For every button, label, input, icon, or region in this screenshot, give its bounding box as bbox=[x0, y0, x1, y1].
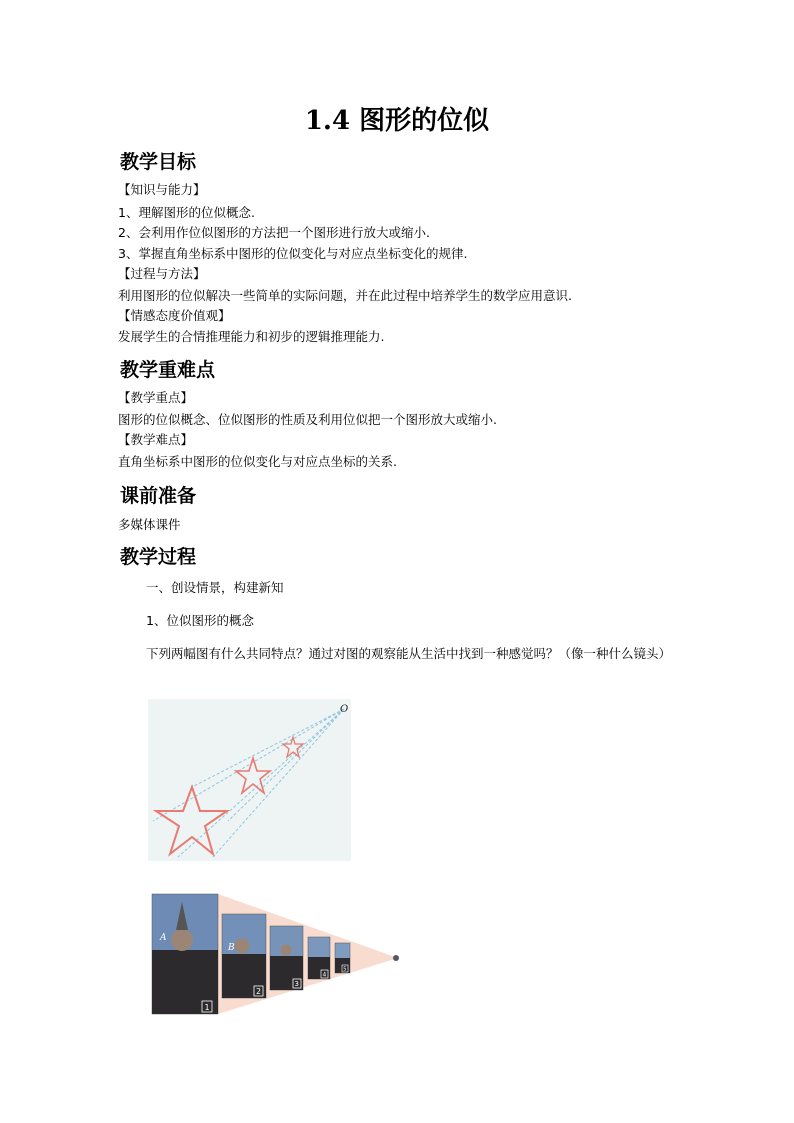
goal-item-1: 1、理解图形的位似概念. bbox=[118, 205, 255, 220]
subheading-difficulty: 【教学难点】 bbox=[118, 432, 194, 447]
number-1: 1 bbox=[204, 1003, 210, 1012]
picture-4 bbox=[308, 937, 330, 979]
attitude-text: 发展学生的合情推理能力和初步的逻辑推理能力. bbox=[118, 329, 385, 344]
number-2: 2 bbox=[256, 987, 262, 996]
stars-diagram bbox=[148, 699, 351, 861]
subheading-knowledge: 【知识与能力】 bbox=[118, 182, 206, 197]
subheading-attitude: 【情感态度价值观】 bbox=[118, 308, 231, 323]
number-4: 4 bbox=[322, 971, 327, 979]
label-b: B bbox=[228, 943, 235, 953]
question-text: 下列两幅图有什么共同特点？通过对图的观察能从生活中找到一种感觉吗？（像一种什么镜头） bbox=[146, 646, 672, 661]
star-small bbox=[283, 737, 303, 757]
ray-line bbox=[192, 709, 344, 787]
page-title: 1.4 图形的位似 bbox=[304, 106, 490, 136]
picture-1 bbox=[152, 894, 218, 1014]
label-a: A bbox=[160, 933, 167, 943]
projection-rays bbox=[153, 709, 344, 857]
subheading-key: 【教学重点】 bbox=[118, 390, 194, 405]
lens-icon bbox=[393, 955, 399, 961]
figure-similar-stars bbox=[148, 699, 351, 861]
section-heading-process: 教学过程 bbox=[120, 546, 197, 568]
number-3: 3 bbox=[294, 980, 299, 988]
subheading-process: 【过程与方法】 bbox=[118, 266, 206, 281]
section-heading-keypoints: 教学重难点 bbox=[120, 359, 216, 381]
star-large bbox=[156, 787, 227, 854]
step-heading: 一、创设情景，构建新知 bbox=[146, 580, 284, 595]
number-5: 5 bbox=[343, 966, 347, 973]
prep-text: 多媒体课件 bbox=[118, 517, 181, 532]
goal-item-3: 3、掌握直角坐标系中图形的位似变化与对应点坐标变化的规律. bbox=[118, 246, 468, 261]
figure-picture-projection bbox=[148, 880, 410, 1020]
center-point-label: O bbox=[340, 704, 349, 715]
difficulty-text: 直角坐标系中图形的位似变化与对应点坐标的关系. bbox=[118, 454, 397, 469]
step-subheading: 1、位似图形的概念 bbox=[146, 613, 254, 628]
ray-line bbox=[228, 709, 344, 821]
ray-line bbox=[153, 709, 344, 821]
key-text: 图形的位似概念、位似图形的性质及利用位似把一个图形放大或缩小. bbox=[118, 412, 497, 427]
star-medium bbox=[236, 758, 270, 793]
section-heading-prep: 课前准备 bbox=[120, 485, 197, 507]
section-heading-goals: 教学目标 bbox=[120, 151, 197, 173]
picture-2 bbox=[222, 914, 266, 998]
process-text: 利用图形的位似解决一些简单的实际问题，并在此过程中培养学生的数学应用意识. bbox=[118, 288, 572, 303]
picture-diagram bbox=[148, 880, 410, 1020]
ray-line bbox=[213, 709, 344, 857]
goal-item-2: 2、会利用作位似图形的方法把一个图形进行放大或缩小. bbox=[118, 225, 430, 240]
